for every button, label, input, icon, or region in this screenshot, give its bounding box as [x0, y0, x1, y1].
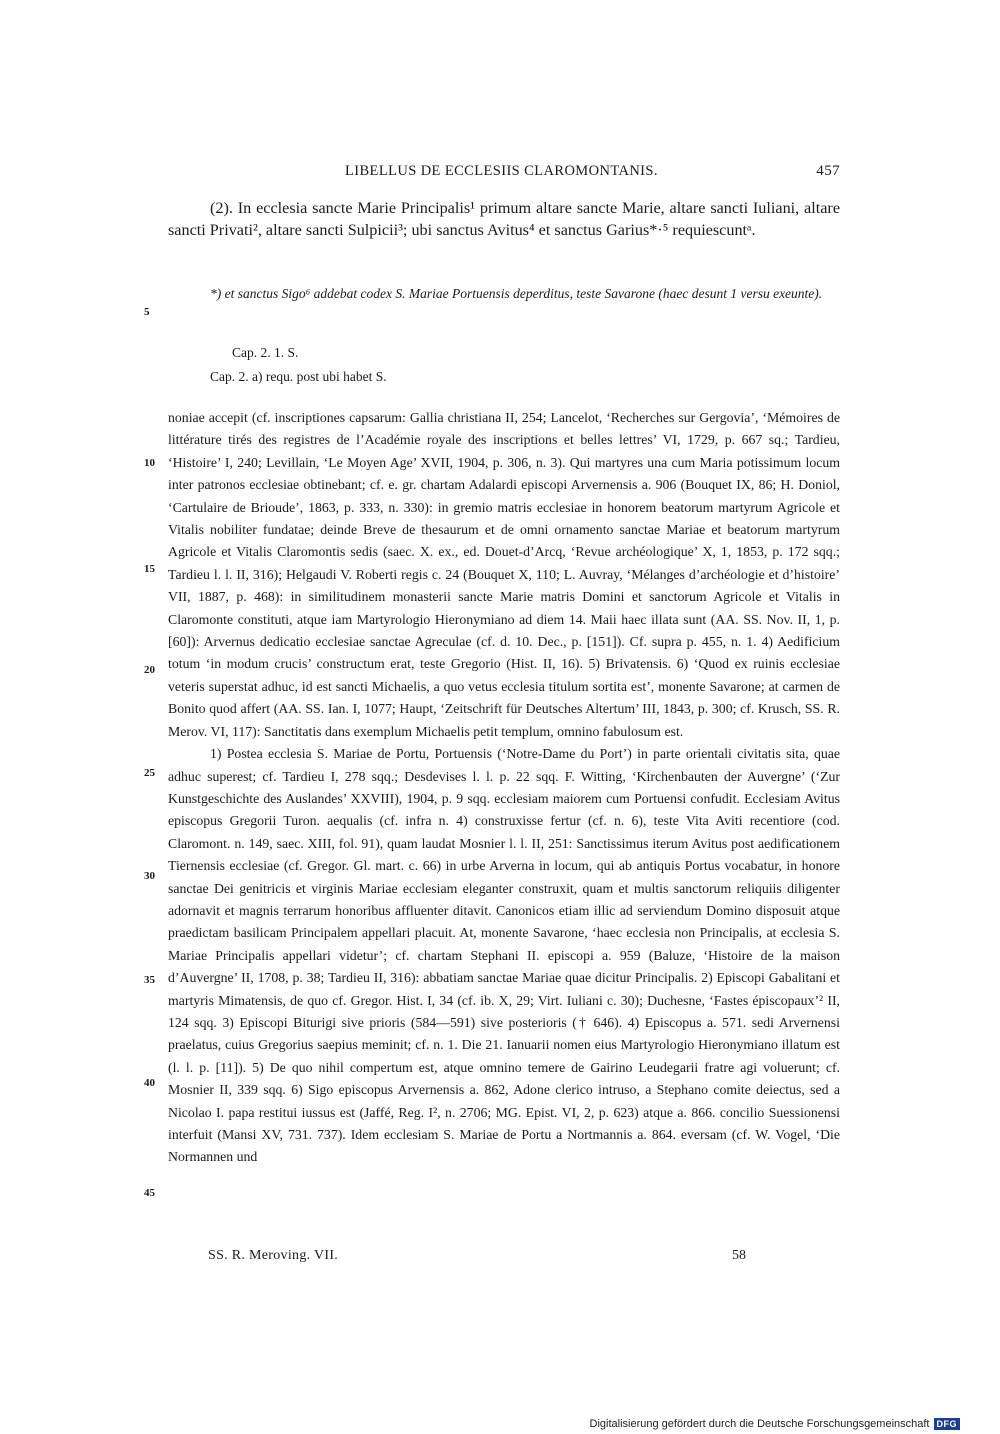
digitization-text: Digitalisierung gefördert durch die Deutsche Forschungsgemeinschaft: [589, 1418, 930, 1430]
commentary-paragraph-2: 1) Postea ecclesia S. Mariae de Portu, Portuensis (‘Notre-Dame du Port’) in parte orientali civitatis sita, quae adhuc superest; cf. Tardieu I, 278 sqq.; Desdevises l. l. p. 22 sqq. F. Witting, ‘Kirchenbauten der Auvergne’ (‘Zur Kunstgeschichte des Auslandes’ XXVIII), 1904, p. 9 sqq. ecclesiam maiorem cum Portuensi confudit. Ecclesiam Avitus episcopus Gregorii Turon. aequalis (cf. infra n. 4) construxisse fertur (cf. n. 6), teste Vita Aviti recentiore (cod. Claromont. n. 149, saec. XIII, fol. 91), quam laudat Mosnier l. l. II, 251: Sanctissimus iterum Avitus post aedificationem Tiernensis ecclesiae (cf. Gregor. Gl. mart. c. 66) in urbe Arverna in locum, qui ab antiquis Portus vocabatur, in honore sanctae Dei genitricis et virginis Mariae ecclesiam eleganter construxit, quam et multis sanctorum reliquiis diligenter adornavit et magnis terrarum honoribus affluenter ditavit. Canonicos etiam illic ad serviendum Domino disposuit atque praedictam basilicam Principalem appellari placuit. At, monente Savarone, ‘haec ecclesia non Principalis, at ecclesia S. Mariae Principalis appellari videtur’; cf. chartam Stephani II. episcopi a. 959 (Baluze, ‘Histoire de la maison d’Auvergne’ II, 1708, p. 38; Tardieu II, 316): abbatiam sanctae Mariae quae dicitur Principalis. 2) Episcopi Gabalitani et martyris Mimatensis, de quo cf. Gregor. Hist. I, 34 (cf. ib. X, 29; Virt. Iuliani c. 30); Duchesne, ‘Fastes épiscopaux’² II, 124 sqq. 3) Episcopi Biturigi sive prioris (584—591) sive posterioris († 646). 4) Episcopus a. 571. sedi Arvernensi praelatus, cuius Gregorius saepius meminit; cf. n. 1. Die 21. Ianuarii nomen eius Martyrologio Hieronymiano illatum est (l. l. p. [11]). 5) De quo nihil compertum est, atque omnino temere de Gairino Leudegarii fratre agi voluerunt; cf. Mosnier II, 339 sqq. 6) Sigo episcopus Arvernensis a. 862, Adone clerico intruso, a Stephano comite deiectus, sed a Nicolao I. papa restitui iussus est (Jaffé, Reg. I², n. 2706; MG. Epist. VI, 2, p. 623) atque a. 866. concilio Suessionensi interfuit (Mansi XV, 731. 737). Idem ecclesiam S. Mariae de Portu a Nortmannis a. 864. eversam (cf. W. Vogel, ‘Die Normannen und: [168, 746, 840, 1165]
line-number: 25: [144, 767, 155, 779]
line-number: 40: [144, 1077, 155, 1089]
series-footer: SS. R. Meroving. VII.: [208, 1248, 339, 1263]
line-number: 30: [144, 870, 155, 882]
line-number: 20: [144, 664, 155, 676]
apparatus-line-2: Cap. 2. a) requ. post ubi habet S.: [210, 369, 387, 384]
line-number: 15: [144, 563, 155, 575]
apparatus-line-1: Cap. 2. 1. S.: [232, 345, 299, 360]
commentary: [168, 407, 840, 1169]
commentary-paragraph-1: noniae accepit (cf. inscriptiones capsarum: Gallia christiana II, 254; Lancelot, ‘Recherches sur Gergovia’, ‘Mémoires de littérature tirés des registres de l’Académie royale des inscriptions et belles lettres’ VI, 1729, p. 667 sq.; Tardieu, ‘Histoire’ I, 240; Levillain, ‘Le Moyen Age’ XVII, 1904, p. 306, n. 3). Qui martyres una cum Maria potissimum locum inter patronos ecclesiae obtinebant; cf. e. gr. chartam Adalardi episcopi Arvernensis a. 906 (Bouquet IX, 86; H. Doniol, ‘Cartulaire de Brioude’, 1863, p. 333, n. 330): in gremio matris ecclesiae in honorem beatorum martyrum Agricole et Vitalis nobiliter fundatae; deinde Breve de thesaurum et de omni ornamento sanctae Mariae et beatorum martyrum Agricole et Vitalis Claromontis sedis (saec. X. ex., ed. Douet-d’Arcq, ‘Revue archéologique’ X, 1, 1853, p. 172 sqq.; Tardieu l. l. II, 316); Helgaudi V. Roberti regis c. 24 (Bouquet X, 110; L. Auvray, ‘Mélanges d’archéologie et d’histoire’ VII, 1887, p. 468): in similitudinem monasterii sancte Marie matris Domini et sanctorum Agricole et Vitalis in Claromonte constituti, atque iam Martyrologio Hieronymiano ad diem 14. Maii haec illata sunt (AA. SS. Nov. II, 1, p. [60]): Arvernus dedicatio ecclesiae sanctae Agreculae (cf. d. 10. Dec., p. [151]). Cf. supra p. 455, n. 1. 4) Aedificium totum ‘in modum crucis’ constructum erat, teste Gregorio (Hist. II, 16). 5) Brivatensis. 6) ‘Quod ex ruinis ecclesiae veteris superstat adhuc, id est sancti Michaelis, a quo vetus ecclesia titulum sortita est’, monente Savarone; at carmen de Bonito quod affert (AA. SS. Ian. I, 1077; Haupt, ‘Zeitschrift für Deutsches Altertum’ III, 1843, p. 300; cf. Krusch, SS. R. Merov. VI, 117): Sanctitatis dans exemplum Michaelis petit templum, omnino fabulosum est.: [168, 410, 840, 739]
running-header: [168, 163, 840, 185]
page-number: 457: [816, 163, 840, 179]
signature-mark: 58: [732, 1248, 746, 1263]
line-number: 5: [144, 306, 150, 318]
line-number: 45: [144, 1187, 155, 1199]
dfg-logo-icon: DFG: [934, 1418, 961, 1430]
footnote-star: *) et sanctus Sigo⁶ addebat codex S. Mariae Portuensis deperditus, teste Savarone (haec desunt 1 versu exeunte).: [210, 286, 823, 301]
digitization-credit: [590, 1418, 960, 1430]
main-text: (2). In ecclesia sancte Marie Principalis¹ primum altare sancte Marie, altare sancti Iuliani, altare sancti Privati², altare sancti Sulpicii³; ubi sanctus Avitus⁴ et sanctus Garius*·⁵ requiescuntᵃ.: [168, 199, 840, 239]
line-number: 35: [144, 974, 155, 986]
line-number: 10: [144, 457, 155, 469]
running-title: LIBELLUS DE ECCLESIIS CLAROMONTANIS.: [345, 163, 658, 179]
